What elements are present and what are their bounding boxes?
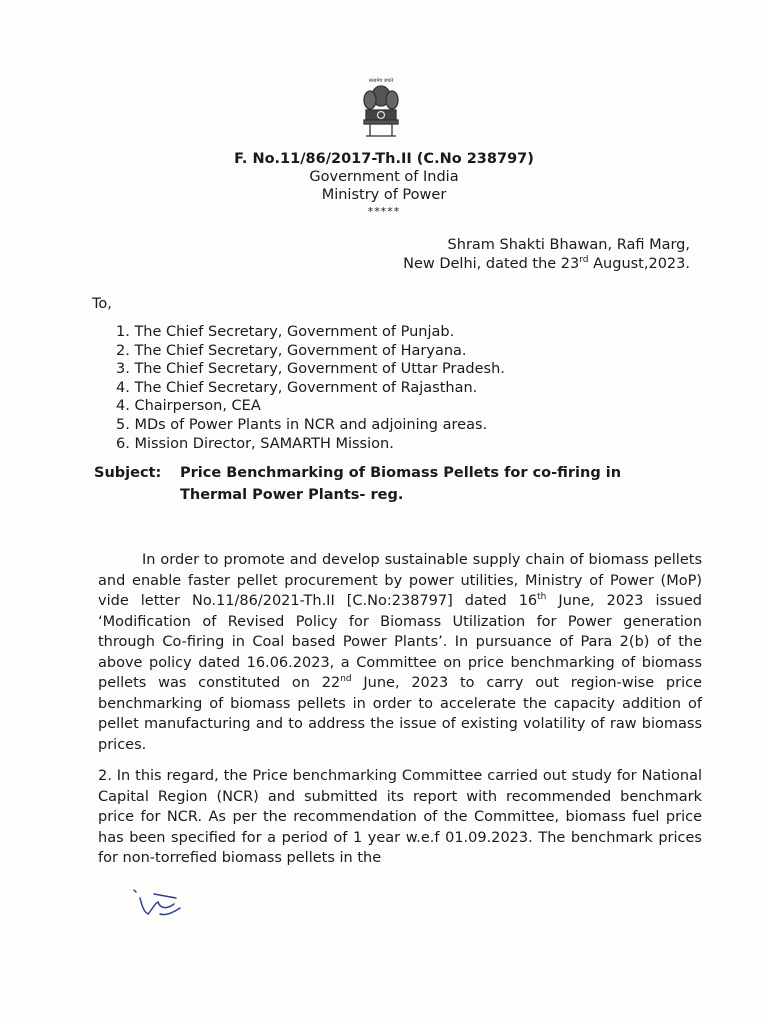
government-name: Government of India bbox=[309, 169, 459, 185]
address-line-1: Shram Shakti Bhawan, Rafi Marg, bbox=[447, 237, 690, 253]
paragraph-2: 2. In this regard, the Price benchmarking Committee carried out study for National Capital Region (NCR) and submitted its report with recommended benchmark price for NCR. As per the recommendation of the Committee, biomass fuel price has been specified for a period of 1 year w.e.f 01.09.2023. The benchmark prices for non-torrefied biomass pellets in the bbox=[98, 768, 702, 866]
subject-label: Subject: bbox=[94, 465, 162, 481]
date-ordinal: rd bbox=[579, 255, 589, 266]
recipient-item: 2. The Chief Secretary, Government of Haryana. bbox=[116, 342, 467, 359]
date-prefix: New Delhi, dated the 23 bbox=[403, 256, 580, 272]
recipient-item: 6. Mission Director, SAMARTH Mission. bbox=[116, 435, 394, 452]
ordinal-th: th bbox=[537, 592, 547, 603]
recipient-item: 1. The Chief Secretary, Government of Punjab. bbox=[116, 324, 455, 340]
paragraph-1-text-a: In order to promote and develop sustainable supply chain of biomass pellets and enable faster pellet procurement by power utilities, Ministry of Power (MoP) vide letter No.11/86/2021-Th.II [C.No:238797] dated 16 bbox=[98, 552, 702, 609]
subject-block bbox=[94, 462, 704, 506]
initials-signature-icon bbox=[130, 884, 190, 924]
recipient-list bbox=[116, 323, 505, 453]
ordinal-nd: nd bbox=[340, 674, 352, 685]
date-suffix: August,2023. bbox=[588, 256, 690, 272]
address-line-2 bbox=[403, 255, 690, 274]
subject-line-1: Price Benchmarking of Biomass Pellets for co-firing in bbox=[180, 465, 622, 481]
paragraph-1-text-b: June, 2023 issued ‘Modification of Revised Policy for Biomass Utilization for Power generation through Co-firing in Coal based Power Plants’. In pursuance of Para 2(b) of the above policy dated 16.06.2023, a Committee on price benchmarking of biomass pellets was constituted on 22 bbox=[98, 593, 702, 691]
paragraph-1 bbox=[98, 550, 702, 755]
file-number: F. No.11/86/2017-Th.II (C.No 238797) bbox=[234, 151, 534, 167]
paragraph-1-text-c: June, 2023 to carry out region-wise price benchmarking of biomass pellets in order to accelerate the capacity addition of pellet manufacturing and to address the issue of existing volatility of raw biomass prices. bbox=[98, 675, 703, 753]
emblem-caption: सत्यमेव जयते bbox=[368, 78, 394, 84]
national-emblem-icon bbox=[356, 74, 406, 154]
ministry-name: Ministry of Power bbox=[321, 187, 447, 203]
recipient-item: 4. Chairperson, CEA bbox=[116, 398, 261, 415]
recipient-item: 3. The Chief Secretary, Government of Uttar Pradesh. bbox=[116, 361, 505, 378]
recipient-item: 5. MDs of Power Plants in NCR and adjoining areas. bbox=[116, 416, 488, 433]
recipient-item: 4. The Chief Secretary, Government of Rajasthan. bbox=[116, 379, 478, 396]
subject-line-2: Thermal Power Plants- reg. bbox=[180, 487, 404, 503]
to-label: To, bbox=[92, 296, 112, 312]
separator-stars: ***** bbox=[367, 205, 401, 218]
